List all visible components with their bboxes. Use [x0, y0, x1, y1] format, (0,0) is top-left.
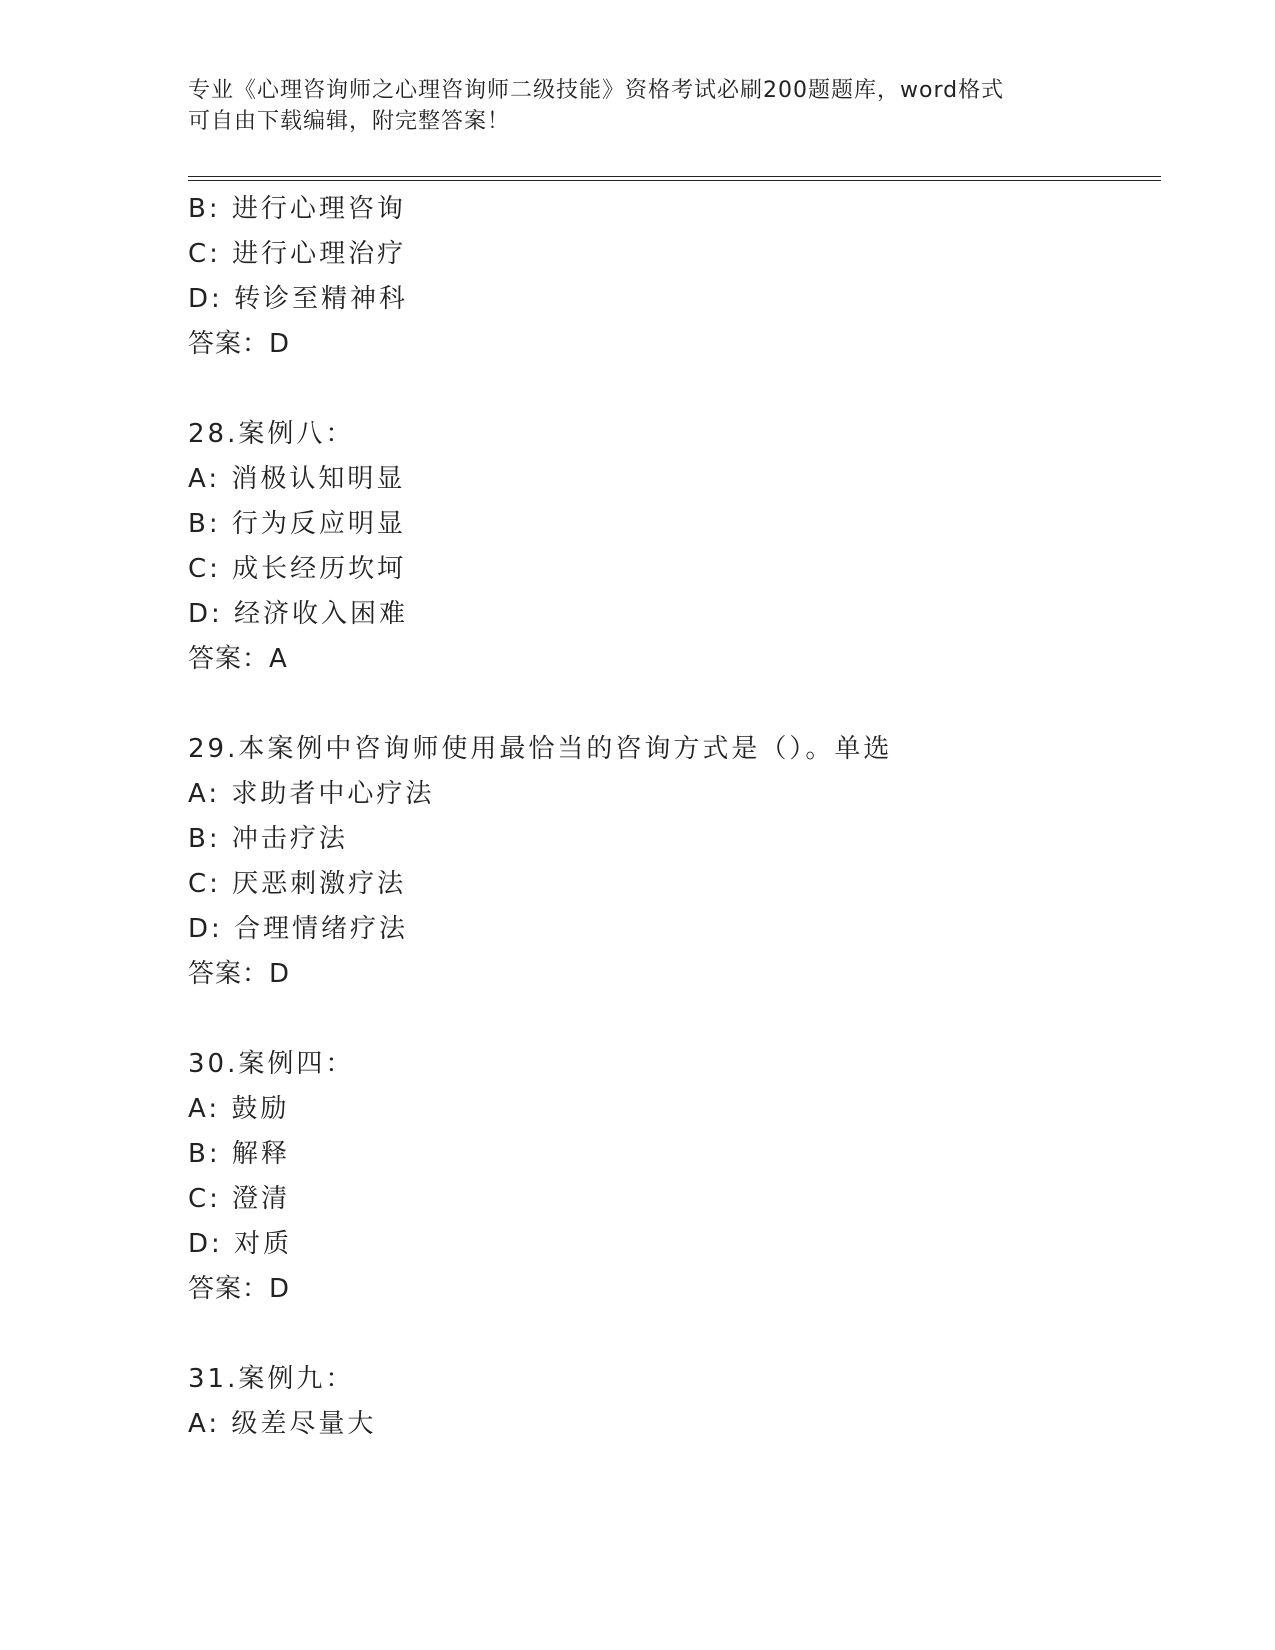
header-line-2: 可自由下载编辑，附完整答案！	[188, 109, 511, 134]
q29-option-d: D: 合理情绪疗法	[188, 914, 409, 944]
q30-option-d: D: 对质	[188, 1229, 293, 1259]
q30-option-a: A: 鼓励	[188, 1094, 290, 1124]
q28-option-b: B: 行为反应明显	[188, 509, 406, 539]
q31-title: 31.案例九：	[188, 1364, 355, 1394]
q29-title: 29.本案例中咨询师使用最恰当的咨询方式是（）。单选	[188, 734, 893, 764]
q27-option-c: C: 进行心理治疗	[188, 239, 407, 269]
q28-option-a: A: 消极认知明显	[188, 464, 406, 494]
q28-title: 28.案例八：	[188, 419, 355, 449]
header-rule-top	[188, 176, 1161, 177]
q30-option-b: B: 解释	[188, 1139, 290, 1169]
q29-option-a: A: 求助者中心疗法	[188, 779, 435, 809]
q29-option-c: C: 厌恶刺激疗法	[188, 869, 407, 899]
q30-option-c: C: 澄清	[188, 1184, 291, 1214]
q27-answer: 答案：D	[188, 329, 291, 359]
q27-option-d: D: 转诊至精神科	[188, 284, 409, 314]
q28-option-c: C: 成长经历坎坷	[188, 554, 407, 584]
q30-answer: 答案：D	[188, 1274, 291, 1304]
q28-option-d: D: 经济收入困难	[188, 599, 409, 629]
q27-option-b: B: 进行心理咨询	[188, 194, 406, 224]
q29-option-b: B: 冲击疗法	[188, 824, 348, 854]
q30-title: 30.案例四：	[188, 1049, 355, 1079]
header-rule-bottom	[188, 180, 1161, 181]
q31-option-a: A: 级差尽量大	[188, 1409, 377, 1439]
q28-answer: 答案：A	[188, 644, 288, 674]
q29-answer: 答案：D	[188, 959, 291, 989]
header-line-1: 专业《心理咨询师之心理咨询师二级技能》资格考试必刷200题题库，word格式	[188, 78, 1005, 103]
